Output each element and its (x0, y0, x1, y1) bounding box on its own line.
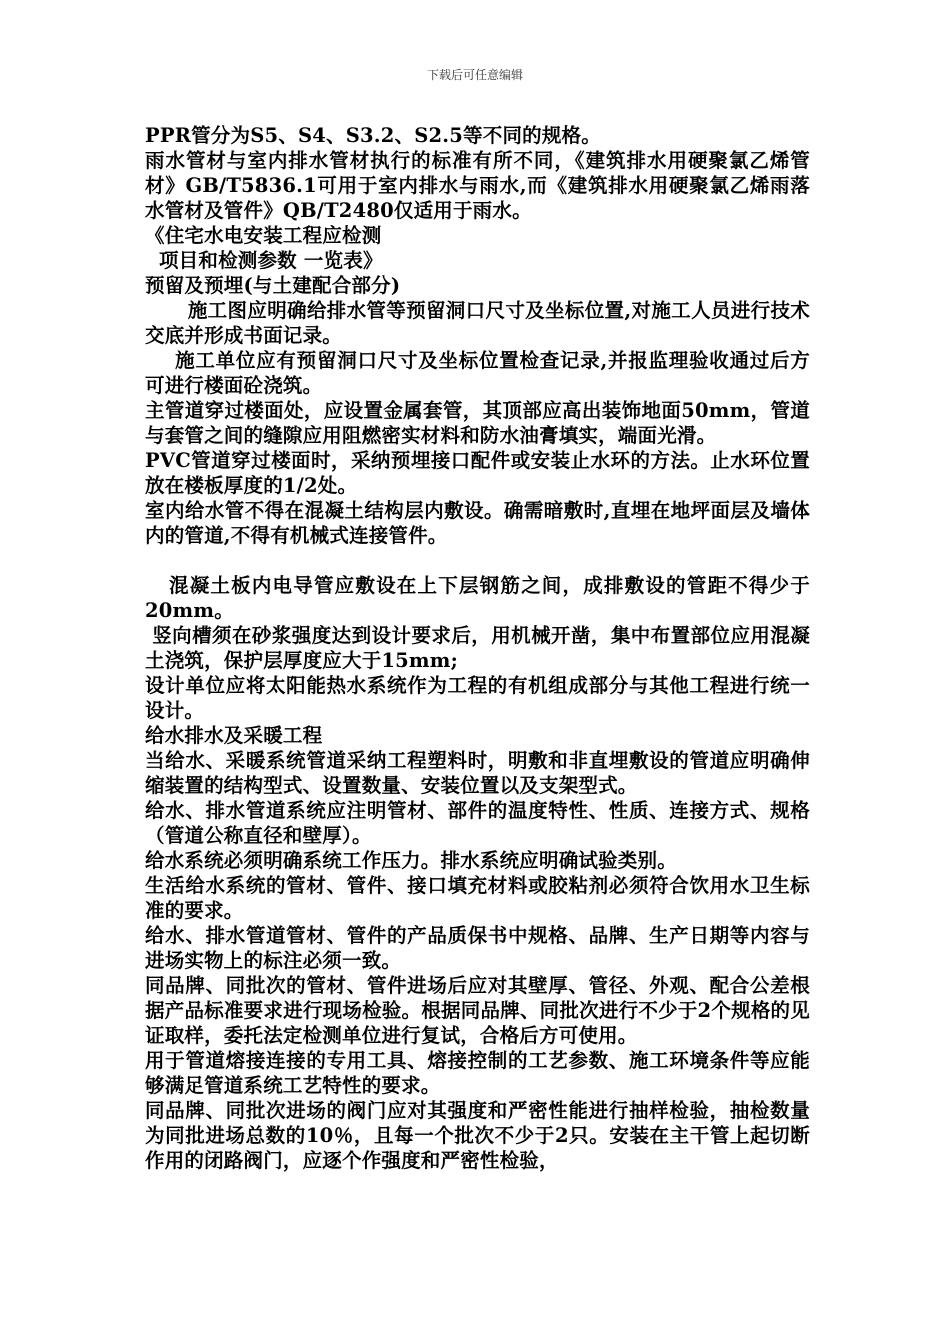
paragraph: 给水、排水管道管材、管件的产品质保书中规格、品牌、生产日期等内容与进场实物上的标注必须一致。 (145, 924, 810, 972)
paragraph: 给水系统必须明确系统工作压力。排水系统应明确试验类别。 (145, 849, 677, 872)
paragraph: 设计单位应将太阳能热水系统作为工程的有机组成部分与其他工程进行统一设计。 (145, 674, 810, 722)
paragraph: PVC管道穿过楼面时，采纳预埋接口配件或安装止水环的方法。止水环位置放在楼板厚度的1/2处。 (145, 449, 810, 497)
paragraph: 同品牌、同批次进场的阀门应对其强度和严密性能进行抽样检验，抽检数量为同批进场总数的10％，且每一个批次不少于2只。安装在主干管上起切断作用的闭路阀门，应逐个作强度和严密性检验， (145, 1099, 810, 1172)
paragraph: 雨水管材与室内排水管材执行的标准有所不同，《建筑排水用硬聚氯乙烯管材》GB/T5836.1可用于室内排水与雨水,而《建筑排水用硬聚氯乙烯雨落水管材及管件》QB/T2480仅适用于雨水。 (145, 149, 810, 222)
paragraph: 生活给水系统的管材、管件、接口填充材料或胶粘剂必须符合饮用水卫生标准的要求。 (145, 874, 810, 922)
document-body (145, 123, 810, 1173)
paragraph: 混凝土板内电导管应敷设在上下层钢筋之间，成排敷设的管距不得少于20mm。 (145, 574, 810, 622)
paragraph: 施工图应明确给排水管等预留洞口尺寸及坐标位置,对施工人员进行技术交底并形成书面记录。 (145, 299, 810, 347)
section-heading: 预留及预埋(与土建配合部分) (145, 274, 401, 297)
section-heading: 给水排水及采暖工程 (145, 724, 323, 747)
paragraph: 项目和检测参数 一览表》 (145, 249, 383, 272)
paragraph: 室内给水管不得在混凝土结构层内敷设。确需暗敷时,直埋在地坪面层及墙体内的管道,不得有机械式连接管件。 (145, 499, 810, 547)
paragraph: 用于管道熔接连接的专用工具、熔接控制的工艺参数、施工环境条件等应能够满足管道系统工艺特性的要求。 (145, 1049, 810, 1097)
paragraph: 《住宅水电安装工程应检测 (145, 224, 382, 247)
paragraph: 同品牌、同批次的管材、管件进场后应对其壁厚、管径、外观、配合公差根据产品标准要求进行现场检验。根据同品牌、同批次进行不少于2个规格的见证取样，委托法定检测单位进行复试，合格后方可使用。 (145, 974, 810, 1047)
paragraph: 当给水、采暖系统管道采纳工程塑料时，明敷和非直埋敷设的管道应明确伸缩装置的结构型式、设置数量、安装位置以及支架型式。 (145, 749, 810, 797)
paragraph: 施工单位应有预留洞口尺寸及坐标位置检查记录,并报监理验收通过后方可进行楼面砼浇筑。 (145, 349, 810, 397)
paragraph: 主管道穿过楼面处，应设置金属套管，其顶部应高出装饰地面50mm，管道与套管之间的缝隙应用阻燃密实材料和防水油膏填实，端面光滑。 (145, 399, 810, 447)
blank-line (145, 548, 810, 573)
paragraph: 给水、排水管道系统应注明管材、部件的温度特性、性质、连接方式、规格（管道公称直径和壁厚）。 (145, 799, 810, 847)
paragraph: PPR管分为S5、S4、S3.2、S2.5等不同的规格。 (145, 124, 601, 147)
page-header: 下载后可任意编辑 (426, 68, 523, 82)
paragraph: 竖向槽须在砂浆强度达到设计要求后，用机械开凿，集中布置部位应用混凝土浇筑，保护层厚度应大于15mm; (145, 624, 810, 672)
